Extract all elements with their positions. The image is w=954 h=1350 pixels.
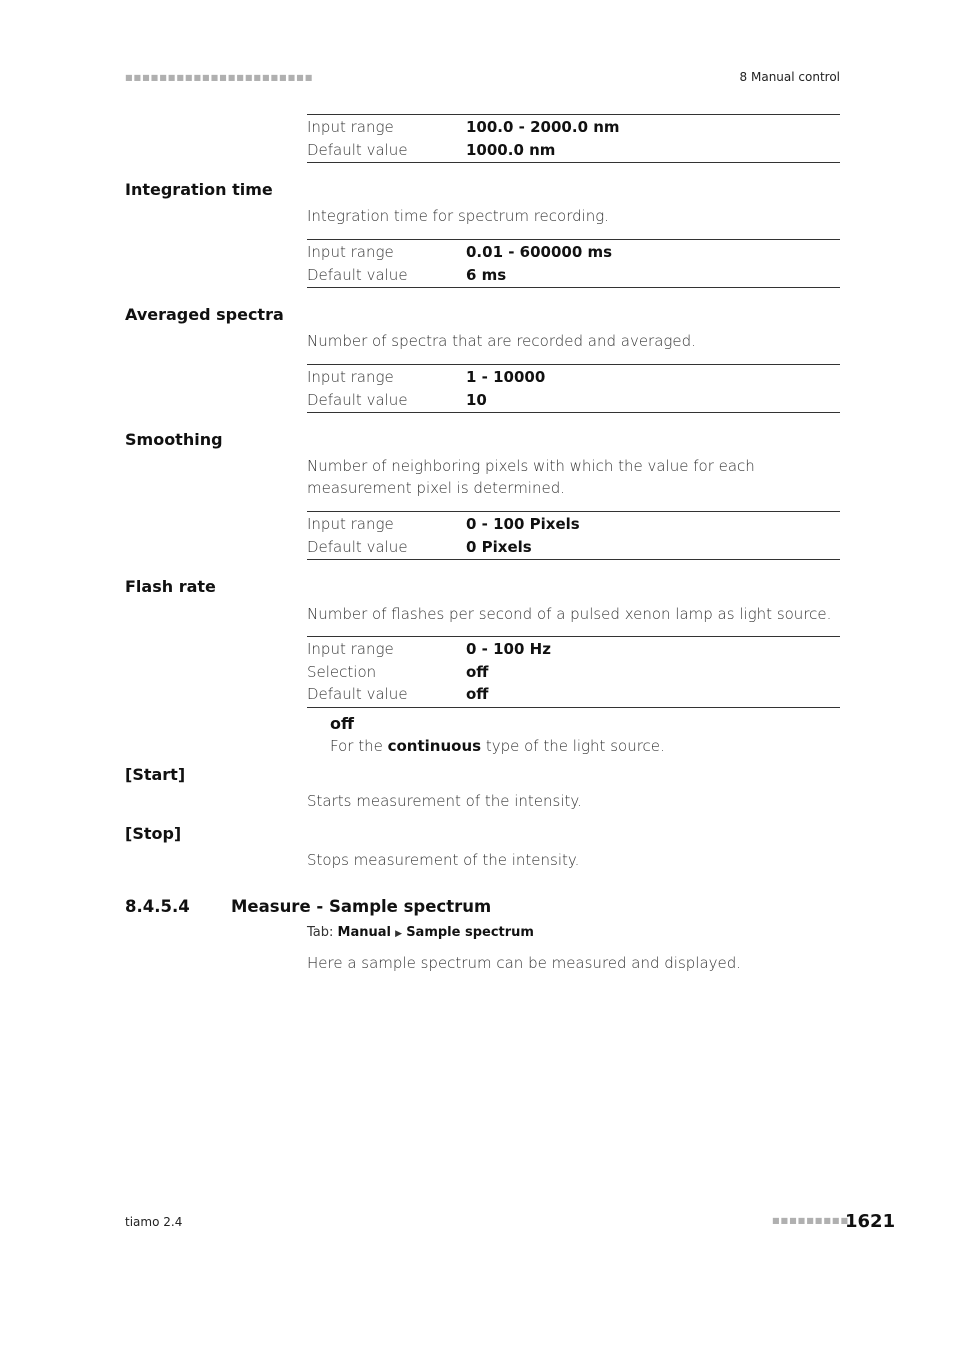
param-key: Default value [307, 140, 408, 159]
tab-path-manual: Manual [337, 925, 391, 940]
param-value: off [466, 662, 489, 681]
section-description: Here a sample spectrum can be measured and displayed. [307, 954, 742, 972]
footer-decoration: ■■■■■■■■■ [772, 1216, 850, 1225]
param-key: Input range [307, 640, 394, 658]
integration-time-description: Integration time for spectrum recording. [307, 207, 610, 225]
stop-button-heading: [Stop] [125, 824, 182, 843]
param-key: Input range [307, 515, 394, 533]
option-desc-pre: For the [330, 737, 388, 755]
tab-path-sample-spectrum: Sample spectrum [406, 925, 534, 940]
averaged-spectra-table [307, 364, 840, 413]
flash-rate-table [307, 636, 840, 708]
table-row [307, 513, 840, 536]
param-key: Selection [307, 662, 377, 681]
flash-rate-description: Number of flashes per second of a pulsed xenon lamp as light source. [307, 605, 832, 623]
option-desc-bold: continuous [387, 737, 482, 755]
param-value: 0 - 100 Pixels [466, 515, 580, 533]
chapter-title: 8 Manual control [739, 70, 840, 84]
param-value: 0 - 100 Hz [466, 640, 551, 658]
table-row [307, 536, 840, 559]
table-row [307, 264, 840, 287]
tab-prefix: Tab: [307, 925, 338, 940]
option-name: off [330, 714, 354, 733]
table-row [307, 366, 840, 389]
param-key: Input range [307, 368, 394, 386]
section-number: 8.4.5.4 [125, 897, 190, 916]
param-key: Default value [307, 390, 408, 409]
param-value: off [466, 685, 489, 703]
table-row [307, 241, 840, 264]
integration-time-heading: Integration time [125, 180, 273, 199]
start-button-heading: [Start] [125, 765, 186, 784]
option-desc-post: type of the light source. [481, 737, 665, 755]
flash-rate-heading: Flash rate [125, 577, 216, 596]
param-key: Default value [307, 265, 408, 284]
param-value: 1000.0 nm [466, 140, 556, 159]
arrow-right-icon: ▶ [395, 929, 403, 939]
option-description [330, 737, 665, 755]
page-number: 1621 [845, 1211, 896, 1232]
table-row [307, 389, 840, 412]
smoothing-description: Number of neighboring pixels with which the value for each measurement pixel is determined. [307, 457, 755, 497]
param-key: Input range [307, 118, 394, 136]
integration-time-table [307, 239, 840, 288]
smoothing-heading: Smoothing [125, 430, 223, 449]
table-row [307, 683, 840, 706]
table-row [307, 661, 840, 684]
param-value: 10 [466, 390, 487, 409]
param-value: 0 Pixels [466, 537, 532, 556]
section-title: Measure - Sample spectrum [231, 897, 492, 916]
start-description: Starts measurement of the intensity. [307, 792, 582, 810]
wavelength-param-table [307, 114, 840, 163]
averaged-spectra-heading: Averaged spectra [125, 305, 284, 324]
smoothing-table [307, 511, 840, 560]
param-value: 100.0 - 2000.0 nm [466, 118, 620, 136]
footer-product: tiamo 2.4 [125, 1215, 183, 1229]
table-row [307, 638, 840, 661]
param-value: 0.01 - 600000 ms [466, 243, 613, 261]
param-key: Default value [307, 685, 408, 703]
table-row [307, 116, 840, 139]
header-decoration: ■■■■■■■■■■■■■■■■■■■■■■ [125, 73, 314, 82]
param-value: 6 ms [466, 265, 507, 284]
table-row [307, 139, 840, 162]
tab-path [307, 925, 534, 940]
stop-description: Stops measurement of the intensity. [307, 851, 580, 869]
averaged-spectra-description: Number of spectra that are recorded and averaged. [307, 332, 696, 350]
param-key: Input range [307, 243, 394, 261]
param-key: Default value [307, 537, 408, 556]
param-value: 1 - 10000 [466, 368, 546, 386]
